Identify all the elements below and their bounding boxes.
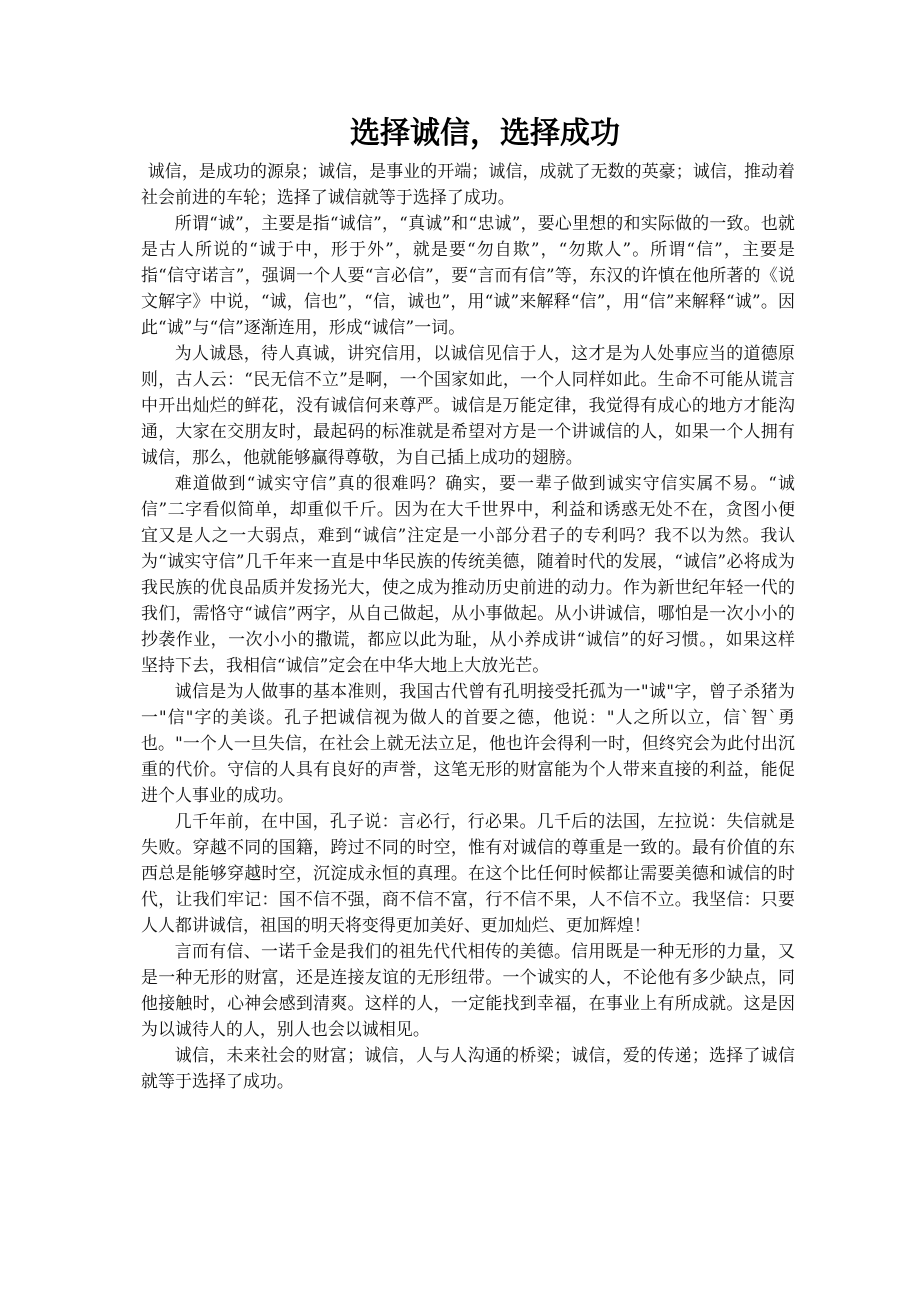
paragraph: 诚信，是成功的源泉；诚信，是事业的开端；诚信，成就了无数的英豪；诚信，推动着社会前进的车轮；选择了诚信就等于选择了成功。 — [141, 161, 795, 207]
paragraph: 言而有信、一诺千金是我们的祖先代代相传的美德。信用既是一种无形的力量，又是一种无形的财富，还是连接友谊的无形纽带。一个诚实的人，不论他有多少缺点，同他接触时，心神会感到清爽。这样的人，一定能找到幸福，在事业上有所成就。这是因为以诚待人的人，别人也会以诚相见。 — [141, 941, 795, 1039]
document-title: 选择诚信，选择成功 — [350, 116, 620, 151]
paragraph: 诚信是为人做事的基本准则，我国古代曾有孔明接受托孤为一"诚"字，曾子杀猪为一"信"字的美谈。孔子把诚信视为做人的首要之德，他说："人之所以立，信`智`勇也。"一个人一旦失信，在社会上就无法立足，他也许会得利一时，但终究会为此付出沉重的代价。守信的人具有良好的声誉，这笔无形的财富能为个人带来直接的利益，能促进个人事业的成功。 — [141, 681, 795, 805]
paragraph: 几千年前，在中国，孔子说：言必行，行必果。几千后的法国，左拉说：失信就是失败。穿越不同的国籍，跨过不同的时空，惟有对诚信的尊重是一致的。最有价值的东西总是能够穿越时空，沉淀成永恒的真理。在这个比任何时候都让需要美德和诚信的时代，让我们牢记：国不信不强，商不信不富，行不信不果，人不信不立。我坚信：只要人人都讲诚信，祖国的明天将变得更加美好、更加灿烂、更加辉煌！ — [141, 811, 795, 935]
document-body — [141, 158, 795, 1094]
paragraph: 诚信，未来社会的财富；诚信，人与人沟通的桥梁；诚信，爱的传递；选择了诚信就等于选择了成功。 — [141, 1045, 795, 1091]
paragraph: 难道做到“诚实守信”真的很难吗？确实，要一辈子做到诚实守信实属不易。“诚信”二字看似简单，却重似千斤。因为在大千世界中，利益和诱惑无处不在，贪图小便宜又是人之一大弱点，难到“诚信”注定是一小部分君子的专利吗？我不以为然。我认为“诚实守信”几千年来一直是中华民族的传统美德，随着时代的发展，“诚信”必将成为我民族的优良品质并发扬光大，使之成为推动历史前进的动力。作为新世纪年轻一代的我们，需恪守“诚信”两字，从自己做起，从小事做起。从小讲诚信，哪怕是一次小小的抄袭作业，一次小小的撒谎，都应以此为耻，从小养成讲“诚信”的好习惯。，如果这样坚持下去，我相信“诚信”定会在中华大地上大放光芒。 — [141, 473, 795, 675]
paragraph: 所谓“诚”，主要是指“诚信”，“真诚”和“忠诚”，要心里想的和实际做的一致。也就是古人所说的“诚于中，形于外”，就是要“勿自欺”，“勿欺人”。所谓“信”，主要是指“信守诺言”，强调一个人要“言必信”，要“言而有信”等，东汉的许慎在他所著的《说文解字》中说，“诚，信也”，“信，诚也”，用“诚”来解释“信”，用“信”来解释“诚”。因此“诚”与“信”逐渐连用，形成“诚信”一词。 — [141, 213, 795, 337]
paragraph: 为人诚恳，待人真诚，讲究信用，以诚信见信于人，这才是为人处事应当的道德原则，古人云：“民无信不立”是啊，一个国家如此，一个人同样如此。生命不可能从谎言中开出灿烂的鲜花，没有诚信何来尊严。诚信是万能定律，我觉得有成心的地方才能沟通，大家在交朋友时，最起码的标准就是希望对方是一个讲诚信的人，如果一个人拥有诚信，那么，他就能够赢得尊敬，为自己插上成功的翅膀。 — [141, 343, 795, 467]
